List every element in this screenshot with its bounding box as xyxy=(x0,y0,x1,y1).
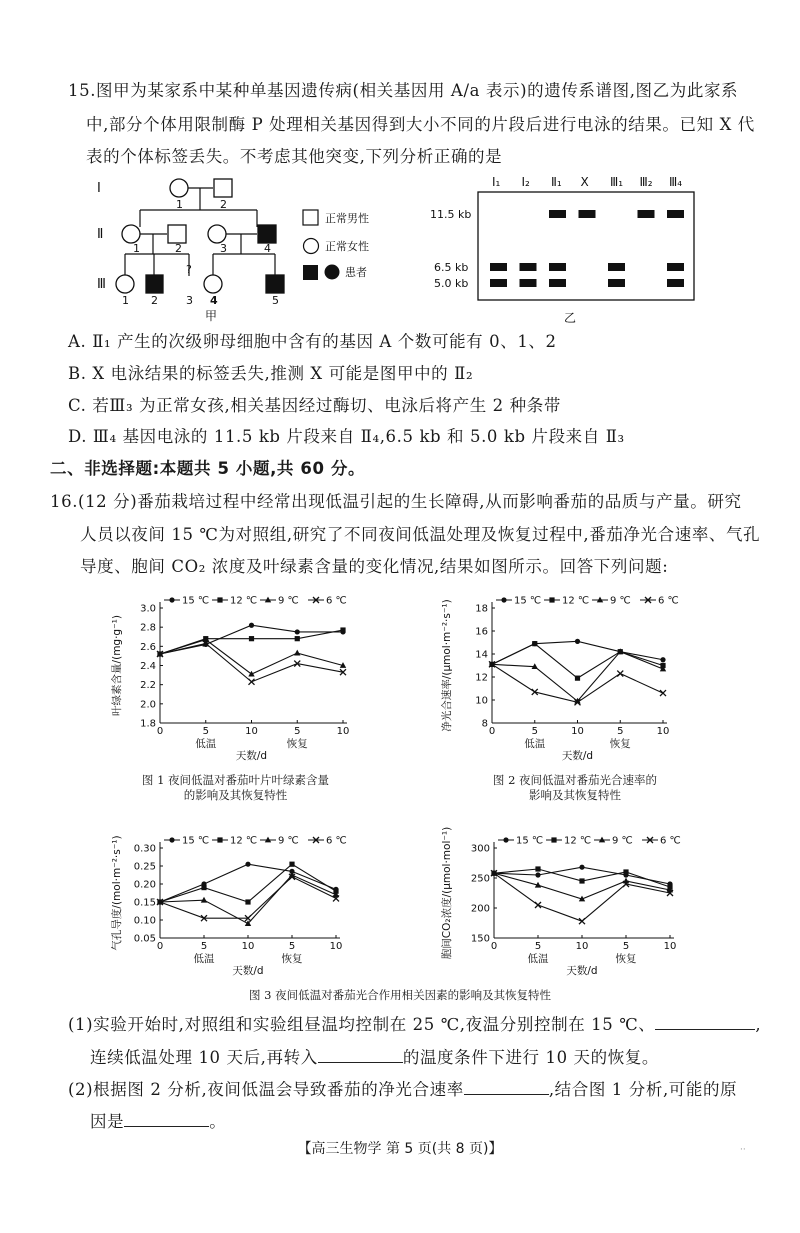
y-axis-label: 净光合速率/(μmol·m⁻²·s⁻¹) xyxy=(441,599,453,732)
legend-label: 9 ℃ xyxy=(610,595,631,607)
data-point-square xyxy=(623,869,628,874)
x-tick-label: 10 xyxy=(336,726,350,737)
x-phase-recovery: 恢复 xyxy=(281,953,303,965)
pedigree-III5-affected-male xyxy=(266,275,284,293)
label-III4: 4 xyxy=(210,294,218,307)
y-tick-label: 0.20 xyxy=(133,879,156,891)
data-point-circle xyxy=(295,629,300,634)
data-point-square xyxy=(245,899,250,904)
y-tick-label: 0.15 xyxy=(133,897,156,909)
legend-label: 6 ℃ xyxy=(326,835,347,847)
x-tick-label: 10 xyxy=(241,941,255,952)
pedigree-II2-normal-male xyxy=(168,225,186,243)
data-point-circle xyxy=(660,657,665,662)
fig2-caption xyxy=(460,773,690,803)
y-tick-label: 16 xyxy=(475,626,488,638)
x-tick-label: 5 xyxy=(202,726,209,737)
x-tick-label: 0 xyxy=(156,941,164,952)
gel-electrophoresis xyxy=(420,170,700,325)
gel-lane-label: Ⅰ₂ xyxy=(521,175,530,189)
y-tick-label: 10 xyxy=(475,695,488,707)
y-tick-label: 200 xyxy=(470,903,490,915)
q16-stem-line-1: 16.(12 分)番茄栽培过程中经常出现低温引起的生长障碍,从而影响番茄的品质与产量。研究 xyxy=(50,492,742,511)
q15-option-c: C. 若Ⅲ₃ 为正常女孩,相关基因经过酶切、电泳后将产生 2 种条带 xyxy=(68,396,561,415)
q15-stem-line-1: 15.图甲为某家系中某种单基因遗传病(相关基因用 A/a 表示)的遗传系谱图,图乙为此家系 xyxy=(68,81,739,100)
series-line xyxy=(160,875,336,924)
x-phase-recovery: 恢复 xyxy=(615,953,637,965)
y-tick-label: 0.30 xyxy=(133,843,156,855)
answer-blank-4[interactable] xyxy=(124,1110,209,1127)
page-footer: 【高三生物学 第 5 页(共 8 页)】 xyxy=(297,1141,503,1157)
series-line xyxy=(492,664,663,702)
y-tick-label: 8 xyxy=(481,718,488,730)
label-I2: 2 xyxy=(220,198,227,211)
data-point-triangle xyxy=(294,650,300,656)
data-point-circle xyxy=(503,837,508,842)
gel-band xyxy=(667,279,684,287)
gel-band xyxy=(490,279,507,287)
gen-label-I: Ⅰ xyxy=(97,181,101,196)
answer-blank-3[interactable] xyxy=(464,1078,549,1095)
gel-band xyxy=(549,279,566,287)
x-tick-label: 0 xyxy=(490,941,498,952)
pedigree-III1-normal-female xyxy=(116,275,134,293)
x-axis-label: 天数/d xyxy=(561,750,594,762)
fig2-title-2: 影响及其恢复特性 xyxy=(529,788,621,802)
y-tick-label: 12 xyxy=(475,672,488,684)
gel-band xyxy=(549,210,566,218)
x-phase-low-temp: 低温 xyxy=(524,738,546,750)
legend-label: 15 ℃ xyxy=(514,595,542,607)
x-axis-label: 天数/d xyxy=(235,750,268,762)
y-tick-label: 250 xyxy=(470,873,490,885)
legend-label: 15 ℃ xyxy=(182,835,210,847)
x-tick-label: 10 xyxy=(575,941,589,952)
pedigree-I2-normal-male xyxy=(214,179,232,197)
gel-band xyxy=(520,263,537,271)
gel-lane-label: Ⅲ₂ xyxy=(639,175,653,189)
pedigree-label: 甲 xyxy=(205,309,218,322)
x-tick-label: 10 xyxy=(329,941,343,952)
gen-label-III: Ⅲ xyxy=(97,277,106,292)
y-tick-label: 3.0 xyxy=(140,603,156,615)
data-point-square xyxy=(289,862,294,867)
y-axis-label: 叶绿素含量/(mg·g⁻¹) xyxy=(111,615,123,716)
legend-circle-icon xyxy=(304,239,319,254)
data-point-square xyxy=(532,641,537,646)
data-point-circle xyxy=(535,872,540,877)
q15-option-a: A. Ⅱ₁ 产生的次级卵母细胞中含有的基因 A 个数可能有 0、1、2 xyxy=(68,332,557,351)
q15-option-b: B. X 电泳结果的标签丢失,推测 X 可能是图甲中的 Ⅱ₂ xyxy=(68,364,474,383)
pedigree-chart xyxy=(95,172,405,322)
y-tick-label: 2.4 xyxy=(140,661,156,672)
data-point-circle xyxy=(579,865,584,870)
x-phase-low-temp: 低温 xyxy=(527,953,549,965)
label-II4: 4 xyxy=(264,242,271,255)
label-II3: 3 xyxy=(220,242,227,255)
q15-option-d: D. Ⅲ₄ 基因电泳的 11.5 kb 片段来自 Ⅱ₄,6.5 kb 和 5.0 kb 片段来自 Ⅱ₃ xyxy=(68,427,625,446)
legend-filled-square-icon xyxy=(303,265,318,280)
y-tick-label: 18 xyxy=(475,603,488,615)
q16-sub2-line-1 xyxy=(68,1078,737,1101)
data-point-circle xyxy=(575,639,580,644)
pedigree-II4-affected-male xyxy=(258,225,276,243)
data-point-square xyxy=(249,636,254,641)
gel-band xyxy=(608,279,625,287)
gel-size-6-5kb: 6.5 kb xyxy=(434,261,469,274)
x-tick-label: 5 xyxy=(622,941,630,952)
series-line xyxy=(492,644,663,679)
x-tick-label: 5 xyxy=(288,941,296,952)
legend-label: 9 ℃ xyxy=(612,835,633,847)
gel-band xyxy=(638,210,655,218)
q16-sub1-comma: , xyxy=(755,1015,762,1034)
chart-fig3b xyxy=(438,826,688,986)
fig1-title-2: 的影响及其恢复特性 xyxy=(183,788,288,802)
legend-label: 6 ℃ xyxy=(326,595,347,607)
x-axis-label: 天数/d xyxy=(232,965,264,977)
x-phase-low-temp: 低温 xyxy=(195,738,217,750)
legend-label: 12 ℃ xyxy=(230,595,258,607)
gel-band xyxy=(667,263,684,271)
q15-stem-line-3: 表的个体标签丢失。不考虑其他突变,下列分析正确的是 xyxy=(86,147,503,166)
q16-stem-line-3: 导度、胞间 CO₂ 浓度及叶绿素含量的变化情况,结果如图所示。回答下列问题: xyxy=(80,557,669,576)
x-tick-label: 5 xyxy=(617,726,624,737)
y-tick-label: 14 xyxy=(475,649,488,661)
label-II1: 1 xyxy=(133,242,140,255)
y-axis-label: 气孔导度/(mol·m⁻²·s⁻¹) xyxy=(111,835,123,951)
gel-size-11-5kb: 11.5 kb xyxy=(430,208,472,221)
data-point-circle xyxy=(501,597,506,602)
gel-size-5-0kb: 5.0 kb xyxy=(434,277,469,290)
gel-lane-label: Ⅱ₁ xyxy=(551,175,562,189)
q16-sub1-line-2 xyxy=(90,1046,659,1069)
answer-blank-1[interactable] xyxy=(655,1013,755,1030)
data-point-square xyxy=(217,837,222,842)
data-point-square xyxy=(340,627,345,632)
unknown-III3-mark: ? xyxy=(186,263,192,276)
gel-lane-label: Ⅲ₁ xyxy=(610,175,624,189)
legend-label: 6 ℃ xyxy=(660,835,681,847)
data-point-square xyxy=(549,597,554,602)
q16-sub1-line-1 xyxy=(68,1013,761,1036)
gen-label-II: Ⅱ xyxy=(97,227,104,242)
label-III3: 3 xyxy=(186,294,193,307)
y-tick-label: 1.8 xyxy=(140,718,156,730)
pedigree-III2-affected-male xyxy=(146,275,163,293)
y-tick-label: 150 xyxy=(470,933,490,945)
legend-filled-circle-icon xyxy=(325,265,340,280)
x-tick-label: 10 xyxy=(571,726,584,737)
data-point-square xyxy=(217,597,222,602)
label-II2: 2 xyxy=(175,242,182,255)
gel-band xyxy=(520,279,537,287)
x-phase-recovery: 恢复 xyxy=(609,738,631,750)
data-point-circle xyxy=(169,837,174,842)
y-tick-label: 0.25 xyxy=(133,861,156,873)
data-point-circle xyxy=(249,623,254,628)
section-2-heading: 二、非选择题:本题共 5 小题,共 60 分。 xyxy=(50,459,366,478)
pedigree-I1-normal-female xyxy=(170,179,188,197)
label-III2: 2 xyxy=(151,294,158,307)
q16-sub1-text-a: (1)实验开始时,对照组和实验组昼温均控制在 25 ℃,夜温分别控制在 15 ℃、 xyxy=(68,1015,656,1034)
gel-lane-label: Ⅰ₁ xyxy=(492,175,501,189)
legend-label: 9 ℃ xyxy=(278,595,299,607)
corner-mark: ·· xyxy=(740,1145,746,1155)
label-III1: 1 xyxy=(122,294,129,307)
q16-sub2-text-c: 因是 xyxy=(90,1112,125,1131)
legend-label: 9 ℃ xyxy=(278,835,299,847)
legend-affected: 患者 xyxy=(345,266,367,279)
legend-label: 12 ℃ xyxy=(562,595,590,607)
legend-label: 12 ℃ xyxy=(564,835,592,847)
legend-square-icon xyxy=(303,210,318,225)
chart-fig2 xyxy=(438,586,688,771)
y-tick-label: 2.6 xyxy=(140,641,156,653)
q16-sub1-text-c: 的温度条件下进行 10 天的恢复。 xyxy=(402,1048,660,1067)
x-tick-label: 5 xyxy=(200,941,208,952)
q16-sub1-text-b: 连续低温处理 10 天后,再转入 xyxy=(90,1048,318,1067)
x-tick-label: 0 xyxy=(488,726,496,737)
legend-normal-male: 正常男性 xyxy=(325,212,369,225)
pedigree-III4-normal-female xyxy=(204,275,222,293)
data-point-square xyxy=(551,837,556,842)
series-line xyxy=(494,873,670,899)
series-line xyxy=(492,641,663,664)
fig3-caption: 图 3 夜间低温对番茄光合作用相关因素的影响及其恢复特性 xyxy=(248,988,552,1002)
x-tick-label: 5 xyxy=(531,726,538,737)
x-phase-recovery: 恢复 xyxy=(286,738,308,750)
q16-sub2-text-a: (2)根据图 2 分析,夜间低温会导致番茄的净光合速率 xyxy=(68,1080,464,1099)
data-point-square xyxy=(535,866,540,871)
q15-stem-line-2: 中,部分个体用限制酶 P 处理相关基因得到大小不同的片段后进行电泳的结果。已知 X 代 xyxy=(86,115,755,134)
answer-blank-2[interactable] xyxy=(318,1046,403,1063)
x-tick-label: 10 xyxy=(656,726,670,737)
fig1-caption xyxy=(118,773,353,803)
y-tick-label: 0.10 xyxy=(133,915,156,927)
legend-label: 15 ℃ xyxy=(516,835,544,847)
x-phase-low-temp: 低温 xyxy=(193,953,215,965)
fig1-title: 图 1 夜间低温对番茄叶片叶绿素含量 xyxy=(141,773,330,787)
q16-stem-line-2: 人员以夜间 15 ℃为对照组,研究了不同夜间低温处理及恢复过程中,番茄净光合速率、气孔 xyxy=(80,525,761,544)
q16-sub2-line-2 xyxy=(90,1110,226,1133)
pedigree-II1-normal-female xyxy=(122,225,140,243)
legend-label: 15 ℃ xyxy=(182,595,210,607)
y-tick-label: 2.2 xyxy=(140,680,156,692)
legend-label: 12 ℃ xyxy=(230,835,258,847)
q16-sub2-period: 。 xyxy=(209,1112,227,1131)
gel-band xyxy=(549,263,566,271)
chart-fig1 xyxy=(108,586,358,771)
x-tick-label: 10 xyxy=(245,726,258,737)
series-line xyxy=(160,630,343,654)
x-tick-label: 10 xyxy=(663,941,677,952)
gel-band xyxy=(490,263,507,271)
data-point-square xyxy=(295,636,300,641)
x-tick-label: 0 xyxy=(156,726,164,737)
chart-fig3a xyxy=(108,826,358,986)
label-I1: 1 xyxy=(176,198,183,211)
data-point-square xyxy=(579,878,584,883)
gel-band xyxy=(579,210,596,218)
y-tick-label: 2.0 xyxy=(140,699,156,711)
data-point-triangle xyxy=(201,897,207,903)
gel-frame xyxy=(478,192,694,300)
data-point-square xyxy=(575,676,580,681)
pedigree-II3-normal-female xyxy=(208,225,226,243)
x-axis-label: 天数/d xyxy=(566,965,598,977)
label-III5: 5 xyxy=(272,294,279,307)
gel-band xyxy=(667,210,684,218)
y-tick-label: 300 xyxy=(470,843,490,855)
data-point-circle xyxy=(169,597,174,602)
fig2-title: 图 2 夜间低温对番茄光合速率的 xyxy=(492,773,658,787)
legend-normal-female: 正常女性 xyxy=(325,240,369,253)
gel-lane-label: Ⅲ₄ xyxy=(669,175,683,189)
y-axis-label: 胞间CO₂浓度/(μmol·mol⁻¹) xyxy=(441,826,453,960)
q16-sub2-text-b: ,结合图 1 分析,可能的原 xyxy=(548,1080,738,1099)
gel-band xyxy=(608,263,625,271)
y-tick-label: 0.05 xyxy=(133,933,156,945)
x-tick-label: 5 xyxy=(294,726,301,737)
gel-label: 乙 xyxy=(564,311,577,325)
x-tick-label: 5 xyxy=(534,941,542,952)
y-tick-label: 2.8 xyxy=(140,622,156,634)
data-point-square xyxy=(201,885,206,890)
data-point-circle xyxy=(245,862,250,867)
series-line xyxy=(160,640,343,675)
legend-label: 6 ℃ xyxy=(658,595,679,607)
gel-lane-label: X xyxy=(580,175,589,189)
